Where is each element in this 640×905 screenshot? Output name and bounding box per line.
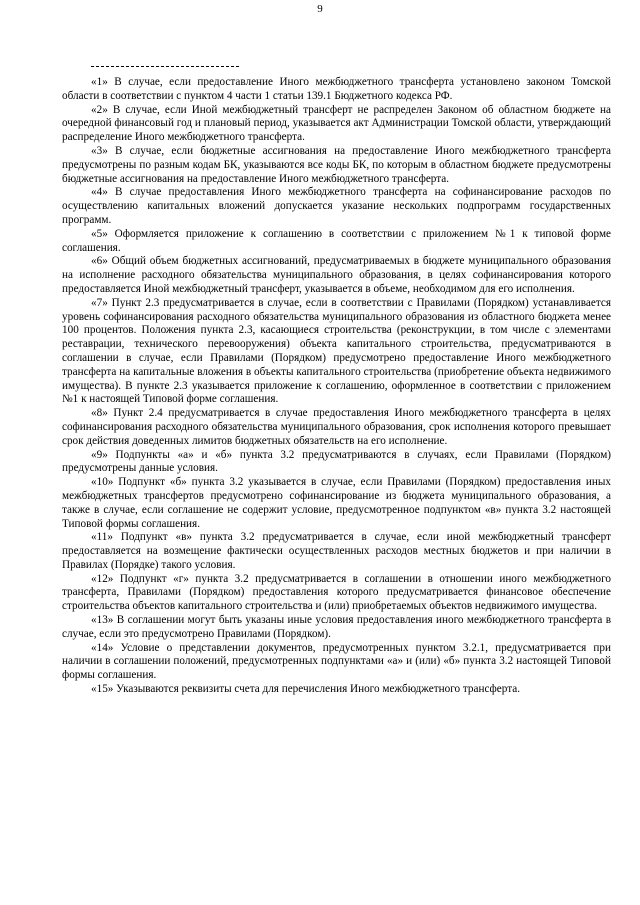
footnote-12: «12» Подпункт «г» пункта 3.2 предусматривается в соглашении в отношении иного межбюджетного трансферта, Правилами (Порядком) предоставления которого предусматривается финансовое обеспечение строительства объектов капитального строительства и (или) приобретаемых объектов недвижимого имущества. (62, 572, 611, 613)
footnote-8: «8» Пункт 2.4 предусматривается в случае предоставления Иного межбюджетного трансферта в целях софинансирования расходного обязательства муниципального образования, срок исполнения которого превышает срок действия доведенных лимитов бюджетных обязательств на его исполнение. (62, 407, 611, 447)
footnotes-list (62, 76, 611, 697)
page-number: 9 (317, 3, 323, 15)
footnote-7: «7» Пункт 2.3 предусматривается в случае, если в соответствии с Правилами (Порядком) устанавливается уровень софинансирования расходного обязательства муниципального образования из областного бюджета менее 100 процентов. Положения пункта 2.3, касающиеся строительства (реконструкции, в том числе с элементами реставрации, технического перевооружения) объекта капитального строительства, предусматриваются в соглашении в случае, если Правилами (Порядком) предусмотрено предоставление Иного межбюджетного трансферта на капитальные вложения в объекты капитального строительства (приобретение объекта недвижимого имущества). В пункте 2.3 указывается приложение к соглашению, оформленное в соответствии с приложением №1 к настоящей Типовой форме соглашения. (62, 296, 611, 406)
footnote-separator (91, 66, 239, 67)
footnote-14: «14» Условие о представлении документов, предусмотренных пунктом 3.2.1, предусматривается при наличии в соглашении положений, предусмотренных подпунктами «а» и (или) «б» пункта 3.2 настоящей Типовой формы соглашения. (62, 641, 611, 682)
footnote-11: «11» Подпункт «в» пункта 3.2 предусматривается в случае, если иной межбюджетный трансферт предоставляется на возмещение фактически осуществленных расходов местных бюджетов и при наличии в Правилах (Порядке) такого условия. (62, 531, 611, 571)
footnote-9: «9» Подпункты «а» и «б» пункта 3.2 предусматриваются в случаях, если Правилами (Порядком) предусмотрены данные условия. (62, 448, 611, 475)
footnote-2: «2» В случае, если Иной межбюджетный трансферт не распределен Законом об областном бюджете на очередной финансовый год и плановый период, указывается акт Администрации Томской области, утверждающий распределение Иного межбюджетного трансферта. (62, 103, 611, 144)
footnote-3: «3» В случае, если бюджетные ассигнования на предоставление Иного межбюджетного трансферта предусмотрены по разным кодам БК, указываются все коды БК, по которым в областном бюджете предусмотрены бюджетные ассигнования на предоставление Иного межбюджетного трансферта. (62, 144, 611, 185)
footnote-15: «15» Указываются реквизиты счета для перечисления Иного межбюджетного трансферта. (91, 683, 521, 696)
footnote-1: «1» В случае, если предоставление Иного межбюджетного трансферта установлено законом Томской области в соответствии с пунктом 4 части 1 статьи 139.1 Бюджетного кодекса РФ. (62, 76, 611, 102)
footnote-4: «4» В случае предоставления Иного межбюджетного трансферта на софинансирование расходов по осуществлению капитальных вложений допускается указание нескольких подпрограмм государственных программ. (62, 186, 611, 226)
footnote-6: «6» Общий объем бюджетных ассигнований, предусматриваемых в бюджете муниципального образования на исполнение расходного обязательства муниципального образования, в целях софинансирования которого предоставляется Иной межбюджетный трансферт, указывается в объеме, необходимом для его исполнения. (62, 255, 611, 295)
footnote-10: «10» Подпункт «б» пункта 3.2 указывается в случае, если Правилами (Порядком) предоставления иных межбюджетных трансфертов предусмотрено софинансирование из бюджета муниципального образования, а также в случае, если соглашение не содержит условие, предусмотренное подпунктом «в» пункта 3.2 настоящей Типовой формы соглашения. (62, 476, 611, 530)
footnote-13: «13» В соглашении могут быть указаны иные условия предоставления иного межбюджетного трансферта в случае, если это предусмотрено Правилами (Порядком). (62, 614, 611, 640)
footnote-5: «5» Оформляется приложение к соглашению в соответствии с приложением №1 к типовой форме соглашения. (62, 227, 611, 254)
